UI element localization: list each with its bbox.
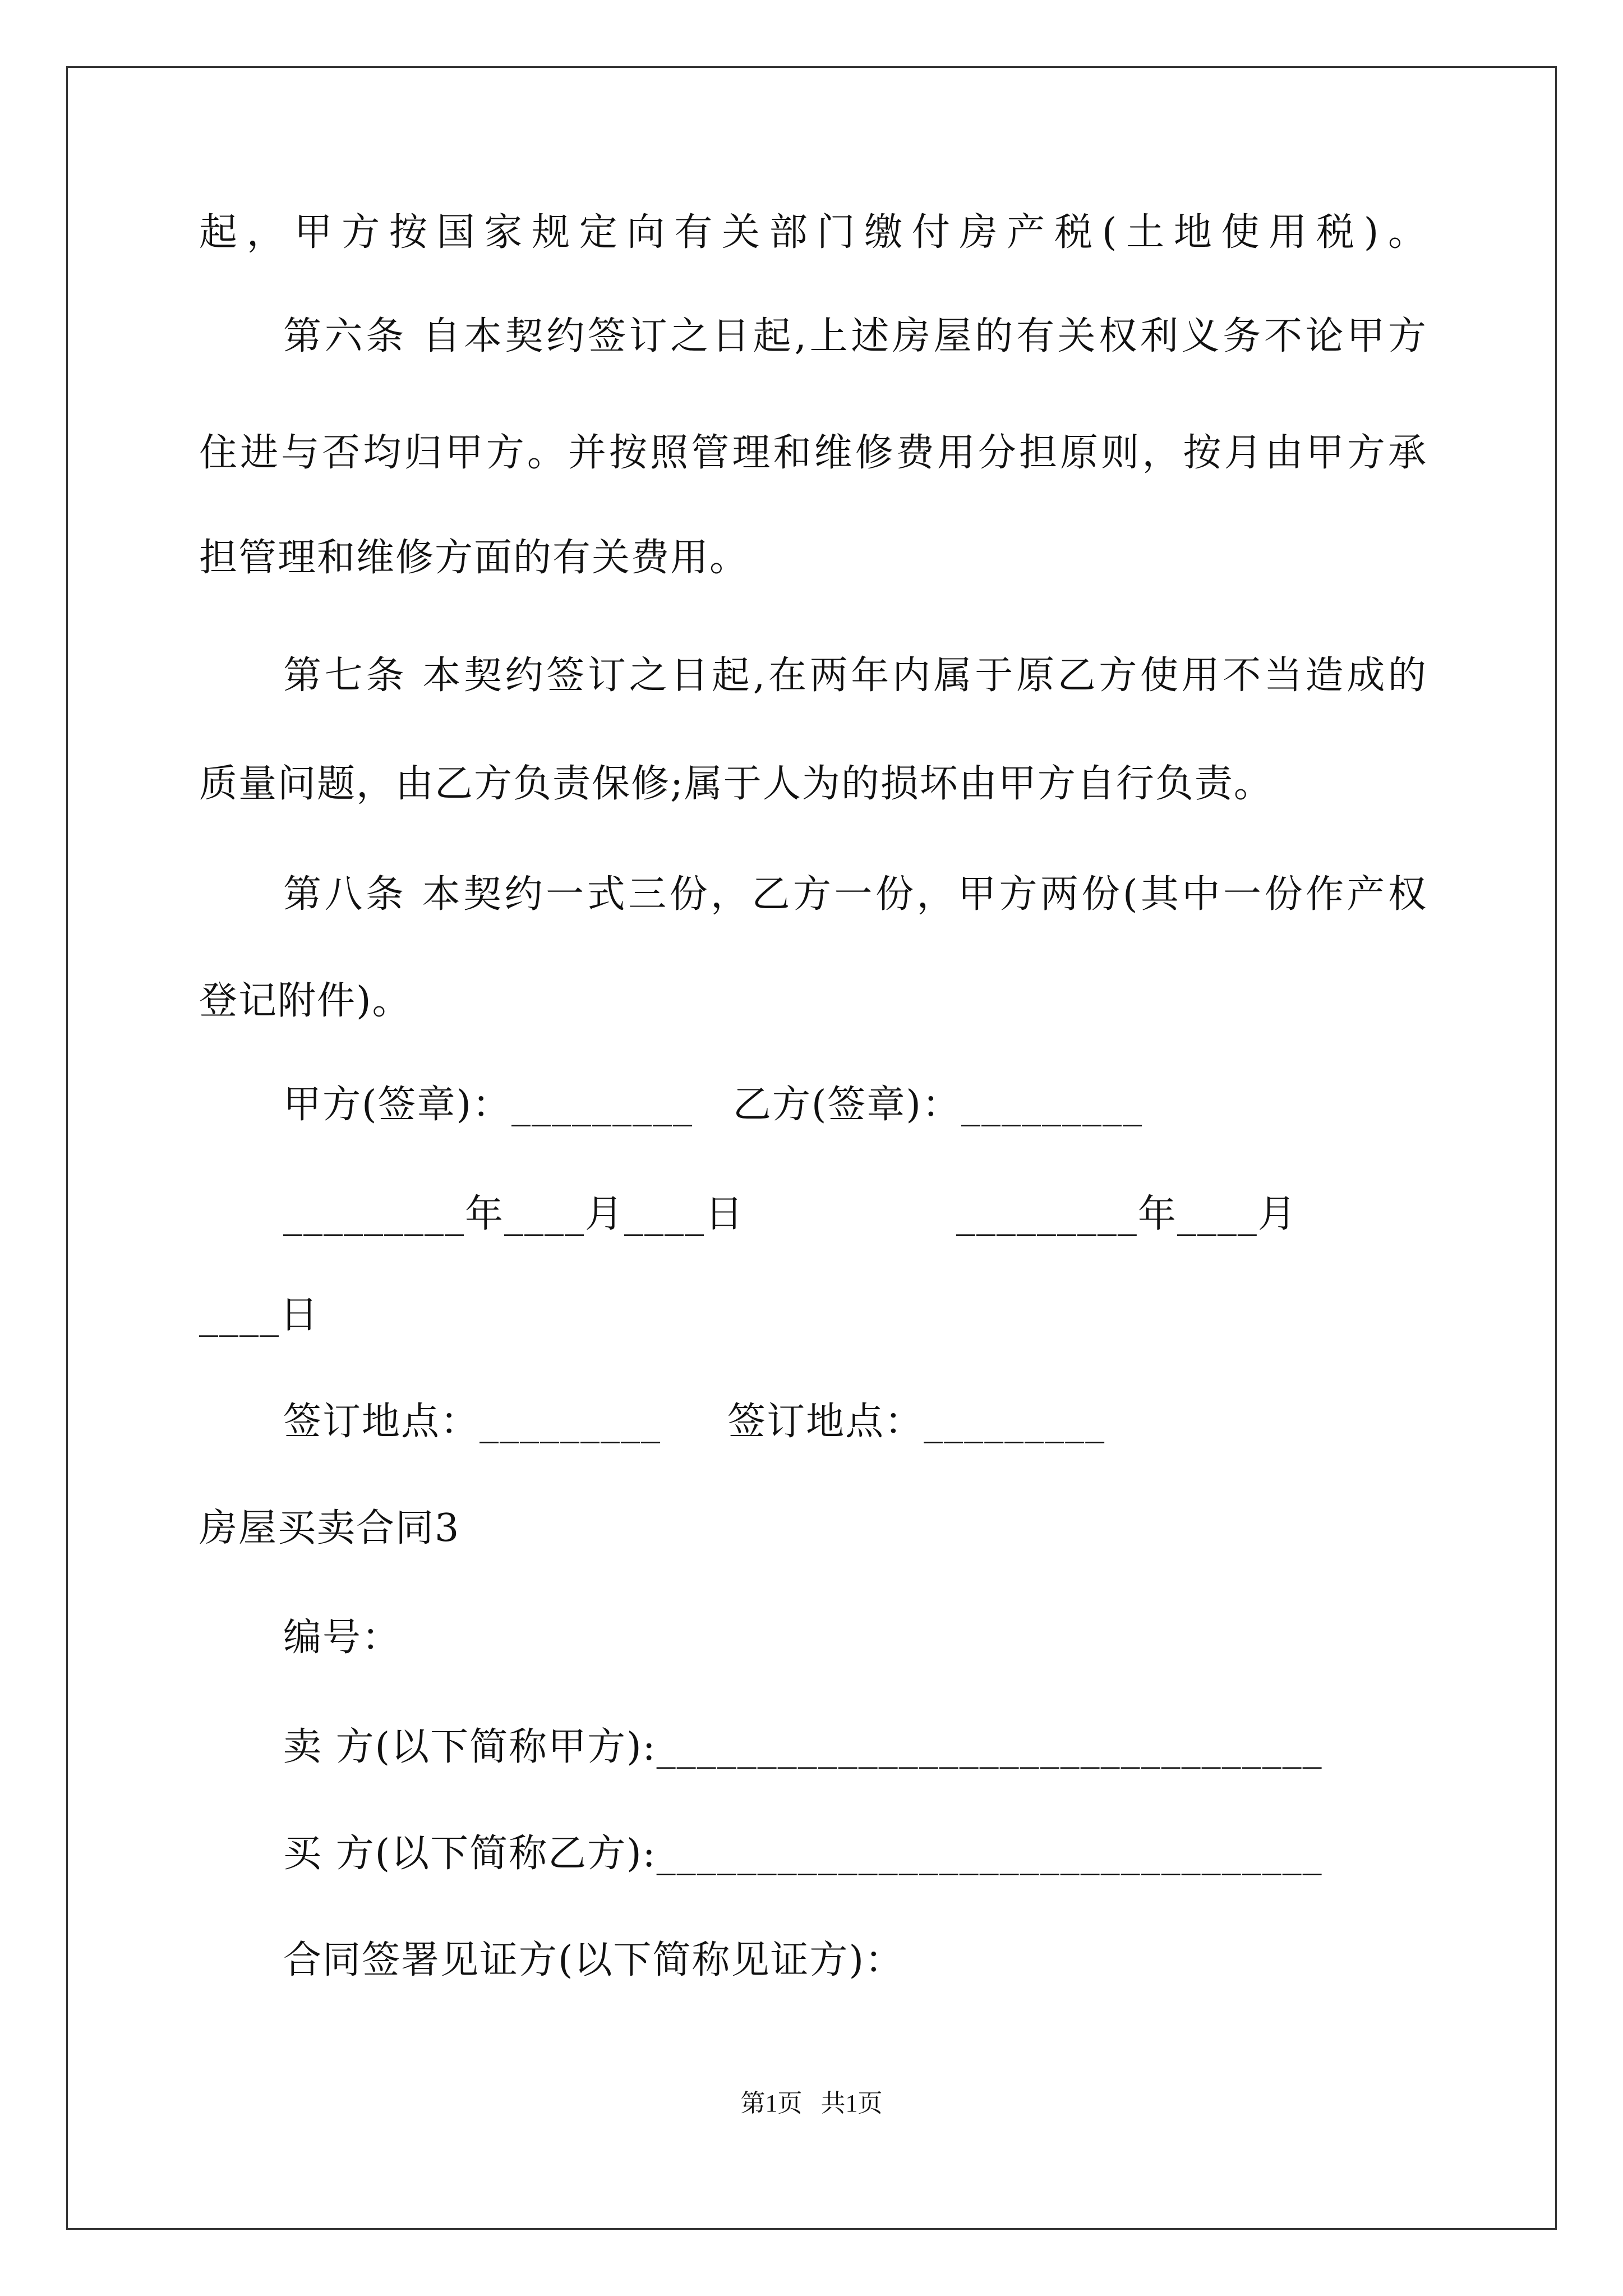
text-line: 起，甲方按国家规定向有关部门缴付房产税(土地使用税)。 [199,210,1427,255]
text-line: 担管理和维修方面的有关费用。 [199,536,749,580]
article-7-line: 第七条 本契约签订之日起,在两年内属于原乙方使用不当造成的 [283,654,1427,698]
text-line: 质量问题，由乙方负责保修;属于人为的损坏由甲方自行负责。 [199,762,1273,806]
date-line: _________年____月____日 _________年____月 [283,1192,1297,1236]
witness-line: 合同签署见证方(以下简称见证方)： [283,1938,905,1982]
page-footer: 第1页 共1页 [740,2090,883,2117]
article-8-line: 第八条 本契约一式三份，乙方一份，甲方两份(其中一份作产权 [283,872,1427,917]
contract-number-label: 编号： [283,1616,402,1660]
date-line-continued: ____日 [199,1293,320,1337]
seller-line: 卖 方(以下简称甲方):_________________________________ [283,1725,1323,1769]
page-frame [66,66,1557,2230]
buyer-line: 买 方(以下简称乙方):_________________________________ [283,1832,1323,1876]
text-line: 住进与否均归甲方。并按照管理和维修费用分担原则，按月由甲方承 [199,431,1427,475]
signing-location-line: 签订地点：_________ 签订地点：_________ [283,1400,1106,1444]
contract-title: 房屋买卖合同3 [199,1506,460,1550]
article-6-line: 第六条 自本契约签订之日起,上述房屋的有关权利义务不论甲方 [283,314,1427,358]
text-line: 登记附件)。 [199,979,412,1023]
signature-line: 甲方(签章)：_________ 乙方(签章)：_________ [283,1083,1143,1127]
